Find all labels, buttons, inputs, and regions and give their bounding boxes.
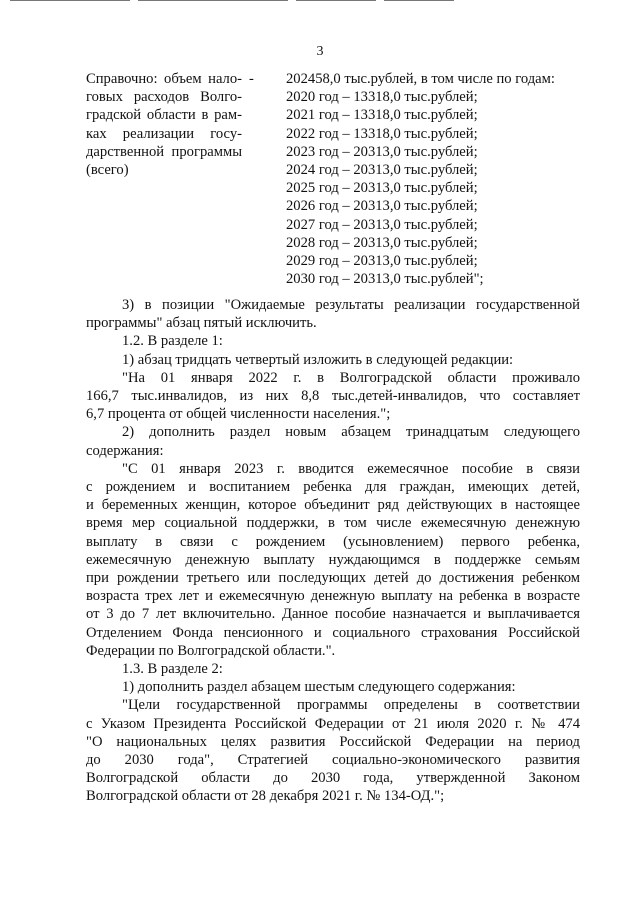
funding-year-line: 2029 год – 20313,0 тыс.рублей; bbox=[286, 253, 478, 270]
funding-total: 202458,0 тыс.рублей, в том числе по годам: bbox=[286, 71, 555, 87]
funding-year-line: 2027 год – 20313,0 тыс.рублей; bbox=[286, 216, 478, 233]
quote-2-line: Федерации по Волгоградской области.". bbox=[86, 642, 336, 659]
quote-2-line: и беременных женщин, которое объединит ряд действующих в настоящее bbox=[86, 497, 580, 514]
funding-label bbox=[86, 70, 242, 179]
funding-label-line: говых расходов Волго- bbox=[86, 89, 242, 106]
quote-3-line: Волгоградской области от 28 декабря 2021 г. № 134-ОД."; bbox=[86, 788, 445, 805]
funding-label-line: дарственной программы bbox=[86, 143, 242, 160]
section-1-2-item-1: 1) абзац тридцать четвертый изложить в следующей редакции: bbox=[122, 351, 514, 368]
quote-3-line: Волгоградской области до 2030 года, утвержденной Законом bbox=[86, 770, 580, 787]
funding-year-line: 2022 год – 13318,0 тыс.рублей; bbox=[286, 125, 478, 142]
funding-year-line: 2030 год – 20313,0 тыс.рублей"; bbox=[286, 271, 484, 288]
quote-2-line: от 3 до 7 лет включительно. Данное пособие назначается и выплачивается bbox=[86, 606, 580, 623]
quote-3-line: "Цели государственной программы определены в соответствии bbox=[122, 697, 580, 714]
quote-1-line: "На 01 января 2022 г. в Волгоградской области проживало bbox=[122, 369, 580, 386]
section-1-2-heading: 1.2. В разделе 1: bbox=[122, 333, 223, 350]
quote-2-line: "С 01 января 2023 г. вводится ежемесячное пособие в связи bbox=[122, 460, 580, 477]
item-3-line: программы" абзац пятый исключить. bbox=[86, 315, 317, 332]
quote-2-line: ежемесячную денежную выплату нуждающимся в поддержке семьям bbox=[86, 551, 580, 568]
funding-year-line: 2028 год – 20313,0 тыс.рублей; bbox=[286, 234, 478, 251]
quote-3-line: с Указом Президента Российской Федерации от 21 июля 2020 г. № 474 bbox=[86, 715, 580, 732]
quote-3-line: до 2030 года", Стратегией социально-экономического развития bbox=[86, 752, 580, 769]
funding-year-line: 2020 год – 13318,0 тыс.рублей; bbox=[286, 89, 478, 106]
quote-3-line: "О национальных целях развития Российской Федерации на период bbox=[86, 733, 580, 750]
section-1-3-item-1: 1) дополнить раздел абзацем шестым следующего содержания: bbox=[122, 679, 516, 696]
scan-top-edge bbox=[0, 0, 640, 3]
quote-2-line: при рождении третьего или последующих детей до достижения ребенком bbox=[86, 570, 580, 587]
quote-1-line: 6,7 процента от общей численности населения."; bbox=[86, 406, 391, 423]
funding-label-line: градской области в рам- bbox=[86, 107, 242, 124]
quote-1-line: 166,7 тыс.инвалидов, из них 8,8 тыс.детей-инвалидов, что составляет bbox=[86, 388, 580, 405]
page-number: 3 bbox=[316, 44, 324, 59]
funding-label-line: (всего) bbox=[86, 162, 129, 179]
quote-2-line: Отделением Фонда пенсионного и социального страхования Российской bbox=[86, 624, 580, 641]
funding-label-line: ках реализации госу- bbox=[86, 125, 242, 142]
funding-year-line: 2024 год – 20313,0 тыс.рублей; bbox=[286, 162, 478, 179]
quote-2-line: возраста трех лет и ежемесячную денежную выплату на ребенка в возрасте bbox=[86, 588, 580, 605]
quote-2-line: выплату в связи с рождением (усыновлением) первого ребенка, bbox=[86, 533, 580, 550]
section-1-3-heading: 1.3. В разделе 2: bbox=[122, 661, 223, 678]
table-dash: - bbox=[249, 71, 254, 87]
funding-values bbox=[286, 70, 586, 288]
funding-year-line: 2025 год – 20313,0 тыс.рублей; bbox=[286, 180, 478, 197]
quote-2-line: время мер социальной поддержки, в том числе ежемесячную денежную bbox=[86, 515, 580, 532]
section-1-2-item-2: 2) дополнить раздел новым абзацем тринадцатым следующего bbox=[122, 424, 580, 441]
item-3-line: 3) в позиции "Ожидаемые результаты реализации государственной bbox=[122, 297, 580, 313]
document-body bbox=[86, 296, 580, 806]
funding-year-line: 2021 год – 13318,0 тыс.рублей; bbox=[286, 107, 478, 124]
funding-label-line: Справочно: объем нало- bbox=[86, 71, 242, 87]
funding-year-line: 2023 год – 20313,0 тыс.рублей; bbox=[286, 143, 478, 160]
funding-year-line: 2026 год – 20313,0 тыс.рублей; bbox=[286, 198, 478, 215]
section-1-2-item-2: содержания: bbox=[86, 442, 164, 459]
quote-2-line: с рождением и воспитанием ребенка для граждан, имеющих детей, bbox=[86, 479, 580, 496]
